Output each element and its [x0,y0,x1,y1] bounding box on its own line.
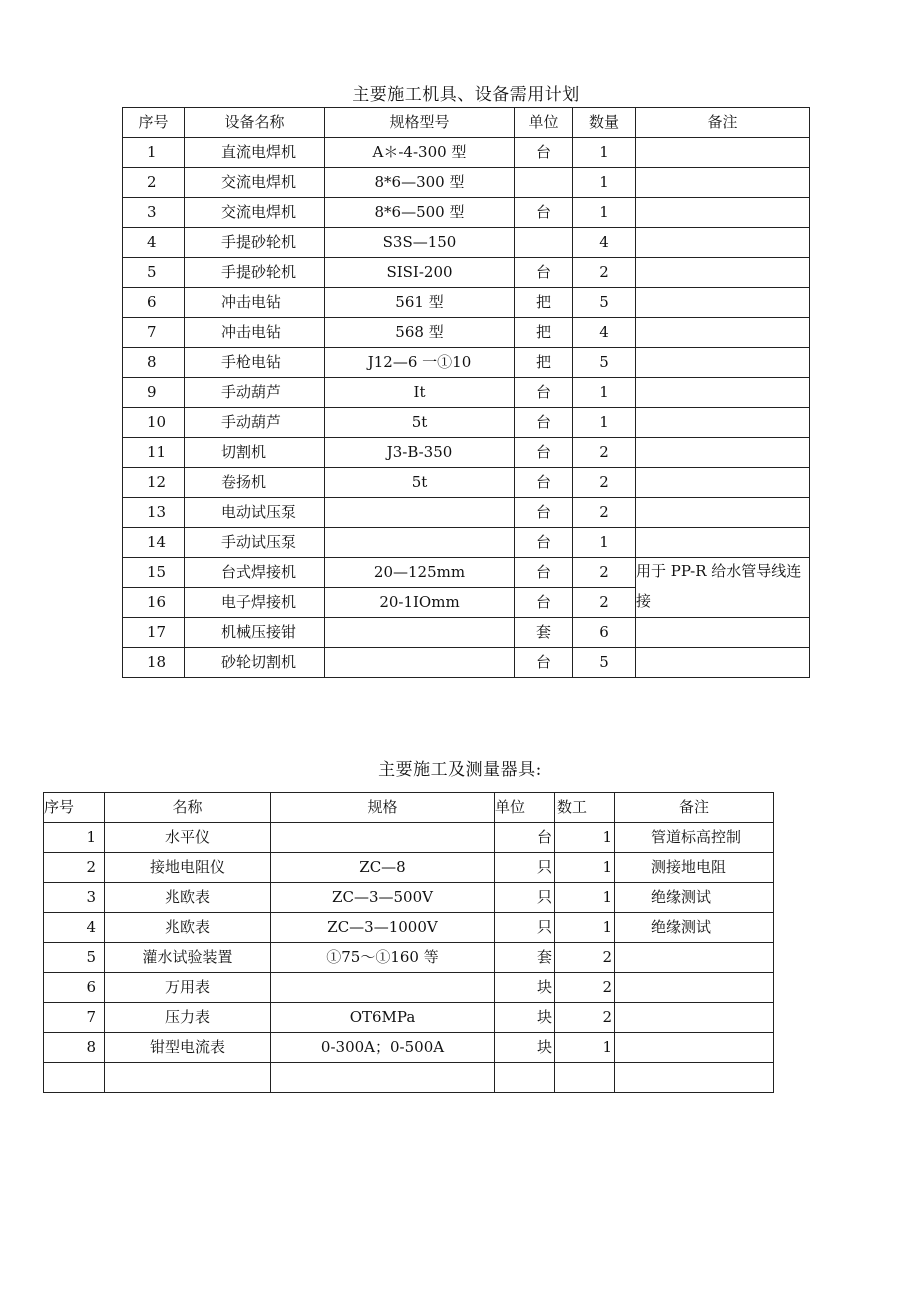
model-spec [325,528,515,558]
remark-text: 用于 PP-R 给水管导线连接 [636,562,802,610]
table-row [44,973,774,1003]
quantity: 1 [555,913,615,943]
model-spec: 20-1IOmm [325,588,515,618]
quantity: 1 [555,853,615,883]
equipment-name: 手动试压泵 [185,528,325,558]
remark [636,168,810,198]
equipment-plan-title: 主要施工机具、设备需用计划 [352,85,580,105]
row-number: 7 [123,318,185,348]
table-row [123,258,810,288]
tool-name: 万用表 [105,973,271,1003]
model-spec [325,498,515,528]
remark [636,378,810,408]
table-row [123,168,810,198]
table-row [123,528,810,558]
table-row [123,618,810,648]
quantity [555,1063,615,1093]
equipment-name: 砂轮切割机 [185,648,325,678]
equipment-name: 直流电焊机 [185,138,325,168]
table-row [123,498,810,528]
remark [636,258,810,288]
quantity: 1 [573,408,636,438]
remark [636,138,810,168]
measuring-tools-title: 主要施工及测量器具: [378,760,542,780]
row-number: 2 [44,853,105,883]
tool-name [105,1063,271,1093]
remark [636,288,810,318]
model-spec [325,618,515,648]
table-row [123,378,810,408]
remark: 管道标高控制 [615,823,774,853]
remark [636,228,810,258]
equipment-name: 机械压接钳 [185,618,325,648]
remark: 测接地电阻 [615,853,774,883]
quantity: 5 [573,348,636,378]
equipment-name: 冲击电钻 [185,318,325,348]
unit: 台 [515,378,573,408]
row-number: 5 [123,258,185,288]
row-number: 6 [123,288,185,318]
row-number: 3 [44,883,105,913]
remark [615,973,774,1003]
unit: 块 [495,1003,555,1033]
quantity: 4 [573,228,636,258]
unit [515,168,573,198]
quantity: 5 [573,648,636,678]
remark [636,198,810,228]
remark [636,528,810,558]
row-number: 13 [123,498,185,528]
column-header: 名称 [105,793,271,823]
row-number: 17 [123,618,185,648]
remark-merged [636,558,810,618]
remark [615,943,774,973]
quantity: 2 [573,588,636,618]
quantity: 2 [573,498,636,528]
row-number: 9 [123,378,185,408]
equipment-name: 手枪电钻 [185,348,325,378]
column-header: 备注 [615,793,774,823]
header-row [123,108,810,138]
table-row [44,883,774,913]
equipment-name: 手提砂轮机 [185,258,325,288]
unit: 把 [515,318,573,348]
equipment-name: 电子焊接机 [185,588,325,618]
model-spec: 5t [325,468,515,498]
remark [636,618,810,648]
model-spec: J12—6 一①10 [325,348,515,378]
quantity: 1 [555,823,615,853]
equipment-name: 电动试压泵 [185,498,325,528]
quantity: 6 [573,618,636,648]
equipment-name: 冲击电钻 [185,288,325,318]
row-number: 4 [44,913,105,943]
unit: 台 [515,258,573,288]
column-header: 规格 [271,793,495,823]
quantity: 1 [573,528,636,558]
quantity: 2 [555,943,615,973]
model-spec: Α＊-4-300 型 [325,138,515,168]
equipment-plan-table [122,107,810,678]
model-spec: 5t [325,408,515,438]
column-header: 单位 [515,108,573,138]
column-header: 数量 [573,108,636,138]
row-number: 14 [123,528,185,558]
spec [271,823,495,853]
remark [636,408,810,438]
table-row [123,138,810,168]
column-header: 数工 [555,793,615,823]
remark [636,318,810,348]
quantity: 5 [573,288,636,318]
unit: 套 [495,943,555,973]
table-row [123,438,810,468]
table-row [123,228,810,258]
tool-name: 压力表 [105,1003,271,1033]
remark [636,438,810,468]
quantity: 2 [555,1003,615,1033]
model-spec [325,648,515,678]
column-header: 序号 [123,108,185,138]
equipment-name: 手动葫芦 [185,408,325,438]
unit: 台 [515,498,573,528]
unit: 台 [515,138,573,168]
remark [636,498,810,528]
quantity: 1 [555,883,615,913]
quantity: 2 [573,438,636,468]
model-spec: SISI-200 [325,258,515,288]
quantity: 1 [555,1033,615,1063]
unit: 台 [515,198,573,228]
quantity: 1 [573,138,636,168]
row-number: 5 [44,943,105,973]
remark [615,1003,774,1033]
spec: 0-300A；0-500A [271,1033,495,1063]
column-header: 序号 [44,793,105,823]
row-number: 12 [123,468,185,498]
row-number: 8 [44,1033,105,1063]
quantity: 2 [555,973,615,1003]
model-spec: 20—125mm [325,558,515,588]
remark: 绝缘测试 [615,913,774,943]
tool-name: 灌水试验装置 [105,943,271,973]
quantity: 1 [573,168,636,198]
row-number: 18 [123,648,185,678]
row-number: 1 [44,823,105,853]
unit: 台 [515,588,573,618]
column-header: 单位 [495,793,555,823]
unit: 只 [495,883,555,913]
unit: 台 [515,558,573,588]
row-number: 2 [123,168,185,198]
row-number: 1 [123,138,185,168]
table-row [123,468,810,498]
equipment-name: 卷扬机 [185,468,325,498]
column-header: 备注 [636,108,810,138]
column-header: 设备名称 [185,108,325,138]
row-number: 8 [123,348,185,378]
equipment-name: 交流电焊机 [185,168,325,198]
model-spec: 561 型 [325,288,515,318]
spec: ZC—3—1000V [271,913,495,943]
spec: ZC—8 [271,853,495,883]
table-row [44,823,774,853]
table-row [123,558,810,588]
remark: 绝缘测试 [615,883,774,913]
unit: 只 [495,853,555,883]
spec: OT6MPa [271,1003,495,1033]
tool-name: 兆欧表 [105,913,271,943]
unit: 只 [495,913,555,943]
model-spec: 568 型 [325,318,515,348]
spec [271,1063,495,1093]
model-spec: J3-B-350 [325,438,515,468]
row-number: 16 [123,588,185,618]
remark [615,1063,774,1093]
table-row [44,913,774,943]
header-row [44,793,774,823]
model-spec: 8*6—300 型 [325,168,515,198]
table-row [44,1003,774,1033]
table-row [123,318,810,348]
unit: 套 [515,618,573,648]
quantity: 1 [573,198,636,228]
spec [271,973,495,1003]
table-row [123,348,810,378]
tool-name: 钳型电流表 [105,1033,271,1063]
model-spec: S3S—150 [325,228,515,258]
remark [636,348,810,378]
row-number: 10 [123,408,185,438]
unit: 台 [515,468,573,498]
row-number [44,1063,105,1093]
equipment-name: 切割机 [185,438,325,468]
quantity: 4 [573,318,636,348]
spec: ①75～①160 等 [271,943,495,973]
quantity: 2 [573,558,636,588]
row-number: 11 [123,438,185,468]
unit [495,1063,555,1093]
unit: 台 [495,823,555,853]
table-row [123,408,810,438]
table-row [44,1063,774,1093]
equipment-name: 手提砂轮机 [185,228,325,258]
column-header: 规格型号 [325,108,515,138]
unit [515,228,573,258]
unit: 台 [515,408,573,438]
row-number: 4 [123,228,185,258]
tool-name: 接地电阻仪 [105,853,271,883]
tool-name: 水平仪 [105,823,271,853]
quantity: 1 [573,378,636,408]
table-row [44,943,774,973]
quantity: 2 [573,468,636,498]
unit: 台 [515,438,573,468]
equipment-name: 交流电焊机 [185,198,325,228]
unit: 把 [515,348,573,378]
unit: 台 [515,528,573,558]
row-number: 7 [44,1003,105,1033]
equipment-name: 手动葫芦 [185,378,325,408]
unit: 把 [515,288,573,318]
table-row [123,288,810,318]
tool-name: 兆欧表 [105,883,271,913]
row-number: 6 [44,973,105,1003]
unit: 块 [495,1033,555,1063]
model-spec: It [325,378,515,408]
remark [636,648,810,678]
spec: ZC—3—500V [271,883,495,913]
table-row [123,648,810,678]
table-row [44,1033,774,1063]
quantity: 2 [573,258,636,288]
table-row [123,198,810,228]
remark [636,468,810,498]
row-number: 3 [123,198,185,228]
table-row [44,853,774,883]
equipment-name: 台式焊接机 [185,558,325,588]
model-spec: 8*6—500 型 [325,198,515,228]
remark [615,1033,774,1063]
unit: 台 [515,648,573,678]
row-number: 15 [123,558,185,588]
unit: 块 [495,973,555,1003]
measuring-tools-table [43,792,774,1093]
